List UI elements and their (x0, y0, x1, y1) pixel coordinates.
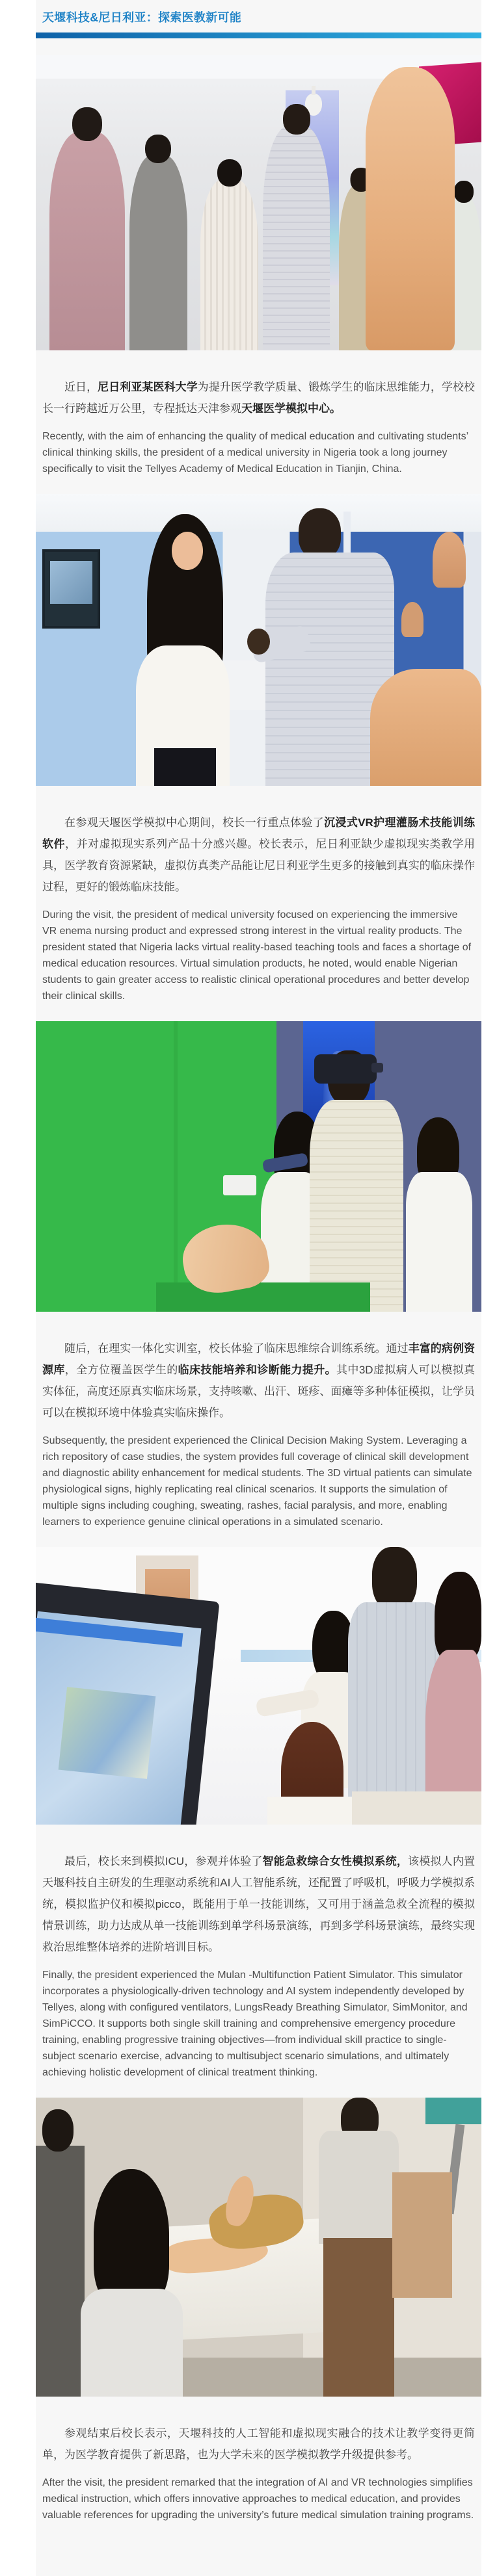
article-section-2 (36, 494, 481, 1004)
cn-segment: 在参观天堰医学模拟中心期间，校长一行重点体验了 (64, 816, 325, 829)
photo2-tv-screen (42, 549, 100, 628)
photo4-hospital-bed (352, 1791, 481, 1825)
photo5-woman-shirt (81, 2289, 183, 2397)
photo2-manikin-bust (401, 602, 423, 637)
cn-segment: 其中3D虚拟病人可以模拟真实体征，高度还原真实临床场景，支持咳嗽、出汗、斑疹、面瘫等多种体征模拟，让学员可以在模拟环境中体验真实临床操作。 (42, 1364, 476, 1419)
en-paragraph-1: Recently, with the aim of enhancing the quality of medical education and cultivating students’ clinical thinking skills, the president of a medical university in Nigeria took a long journey specifically to visit the Tellyes Academy of Medical Education in Tianjin, China. (42, 431, 468, 475)
photo2-ceiling (36, 494, 481, 532)
photo3-greenscreen-seam (174, 1021, 177, 1312)
en-paragraph-5: After the visit, the president remarked that the integration of AI and VR technologies simplifies medical instruction, which offers innovative approaches to medical education, and provides valuable references for upgrading the university’s future medical simulation training programs. (42, 2477, 474, 2521)
photo-4-big-screen-briefing[interactable] (36, 1547, 481, 1825)
photo5-teal-stool (425, 2098, 481, 2124)
cn-paragraph-3 (42, 1338, 475, 1424)
article-body (36, 0, 481, 2576)
article-section-4 (36, 1547, 481, 2081)
photo-3-vr-greenscreen-demo[interactable] (36, 1021, 481, 1312)
cn-segment-bold: 临床技能培养和诊断能力提升。 (178, 1364, 337, 1376)
photo-2-president-talking-in-showroom[interactable] (36, 494, 481, 786)
photo5-man-shirt (319, 2131, 399, 2244)
photo2-president-head (299, 508, 341, 558)
cn-segment: 随后，在理实一体化实训室，校长体验了临床思维综合训练系统。通过 (64, 1342, 409, 1355)
photo2-guide-skirt (154, 748, 217, 786)
photo5-woman-hair (94, 2169, 169, 2307)
en-paragraph-4: Finally, the president experienced the Mulan -Multifunction Patient Simulator. This simulator incorporates a physiologically-driven technology and AI system independently developed by Tellyes, along with configured ventilators, LungsReady Breathing Simulator, SimMonitor, and SimPiCCO. It supports both single skill training and comprehensive emergency procedure training, enabling progressive training objectives—from individual skill practice to single-subject scenario exercise, advancing to multisubject scenario simulations, and ultimately achieving holistic development of clinical treatment thinking. (42, 1970, 468, 2078)
cn-segment-bold: 沉浸式VR护理灌肠术技能训练软件 (42, 816, 475, 850)
photo3-green-table (156, 1282, 370, 1312)
cn-segment: 最后，校长来到模拟ICU，参观并体验了 (64, 1855, 263, 1867)
cn-segment: 该模拟人内置天堰科技自主研发的生理驱动系统和AI人工智能系统，还配置了呼吸机，呼吸力学模拟系统，模拟监护仪和模拟picco，既能用于单一技能训练，又可用于涵盖急救全流程的模拟情景训练，助力达成从单一技能训练到单学科场景演练，再到多学科场景演练，最终实现救治思维整体培养的进阶培训目标。 (42, 1855, 476, 1953)
photo5-cardboard-box (392, 2172, 452, 2298)
photo3-vr-headset (314, 1054, 377, 1084)
cn-segment: 为提升医学教学质量、锻炼学生的临床思维能力，学校校长一行跨越近万公里，专程抵达天津参观 (42, 381, 476, 415)
photo2-manikin-bust (433, 532, 466, 587)
title-underline-divider (36, 33, 481, 38)
cn-segment: ，并对虚拟现实系列产品十分感兴趣。校长表示，尼日利亚缺少虚拟现实类教学用具，医学教育资源紧缺，虚拟仿真类产品能让尼日利亚学生更多的接触到真实的临床操作过程，更好的锻炼临床技能。 (42, 838, 476, 893)
cn-paragraph-2 (42, 812, 475, 898)
photo2-manikin-foreground (370, 669, 481, 786)
cn-segment-bold: 智能急救综合女性模拟系统， (262, 1855, 409, 1867)
article-section-5 (36, 2098, 481, 2523)
cn-segment: 近日， (64, 381, 98, 393)
photo3-labcoat-woman-coat (406, 1172, 473, 1312)
photo4-screen-ui-video (59, 1687, 156, 1779)
photo5-man-pants (323, 2238, 395, 2397)
article-section-1 (36, 55, 481, 477)
photo-1-delegation-group-with-manikin[interactable] (36, 55, 481, 350)
cn-segment: ，全方位覆盖医学生的 (64, 1364, 178, 1376)
en-paragraph-3: Subsequently, the president experienced the Clinical Decision Making System. Leveraging a rich repository of case studies, the system provides full coverage of clinical skill development and diagnostic ability enhancement for medical students. The 3D virtual patients can simulate physiological signs, highly replicating real clinical scenarios. It supports the simulation of multiple signs including coughing, sweating, rashes, facial paralysis, and more, enabling learners to experience genuine clinical operations in a simulated scenario. (42, 1435, 472, 1528)
photo2-guide-face (172, 532, 203, 569)
photo1-president-silhouette (263, 126, 330, 350)
cn-paragraph-1 (42, 376, 475, 419)
cn-segment: 参观结束后校长表示，天堰科技的人工智能和虚拟现实融合的技术让教学变得更简单，为医学教育提供了新思路，也为大学未来的医学模拟教学升级提供参考。 (42, 2427, 475, 2461)
photo1-manikin-torso (366, 67, 455, 350)
en-paragraph-2: During the visit, the president of medical university focused on experiencing the immersive VR enema nursing product and expressed strong interest in the virtual reality products. The president stated that Nigeria lacks virtual reality-based teaching tools and faces a shortage of medical education resources. Virtual simulation products, he noted, would enable Nigerian students to gain greater access to realistic clinical operational procedures and better develop their clinical skills. (42, 909, 472, 1002)
cn-paragraph-5 (42, 2423, 475, 2465)
cn-paragraph-4 (42, 1851, 475, 1958)
photo5-observer-head (42, 2109, 74, 2151)
cn-segment-bold: 丰富的病例资源库 (42, 1342, 476, 1376)
photo2-president-hand (247, 629, 269, 655)
photo1-person-silhouette (200, 179, 258, 350)
photo-5-patient-simulator-bedside[interactable] (36, 2098, 481, 2397)
photo4-seated-woman-top (267, 1797, 356, 1825)
cn-segment-bold: 天堰医学模拟中心。 (241, 402, 341, 415)
photo1-person-silhouette (129, 155, 187, 350)
photo4-visitor-hair (435, 1572, 481, 1661)
photo4-president-head (372, 1547, 417, 1611)
photo1-person-silhouette (49, 132, 125, 350)
article-section-3 (36, 1021, 481, 1530)
article-title: 天堰科技&尼日利亚：探索医教新可能 (42, 11, 242, 24)
photo3-president-shirt (310, 1100, 403, 1312)
cn-segment-bold: 尼日利亚某医科大学 (98, 381, 198, 393)
photo3-wall-control-panel (223, 1175, 256, 1195)
photo5-observer-silhouette (36, 2146, 85, 2397)
